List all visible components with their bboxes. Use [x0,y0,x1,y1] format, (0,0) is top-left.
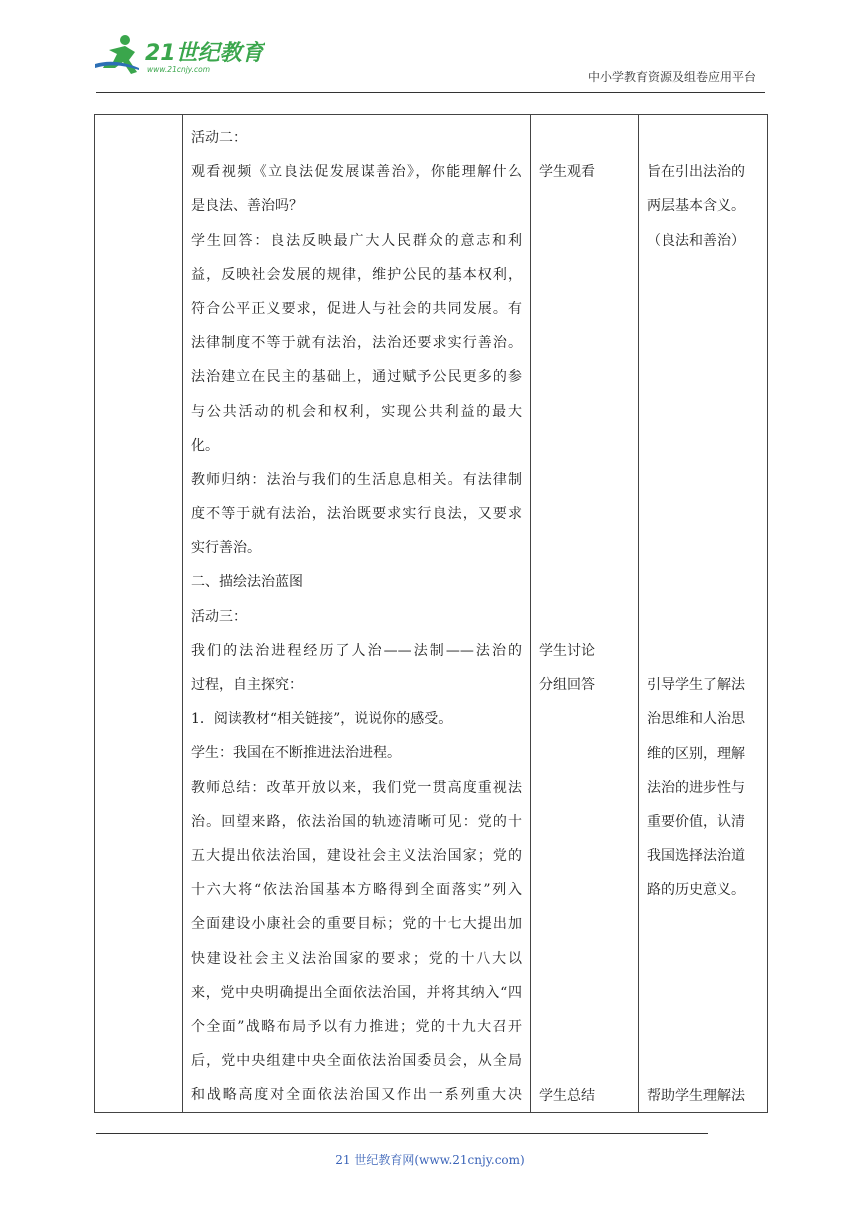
student-activity-line: 学生讨论 [539,643,595,659]
design-intent-line: 维的区别，理解 [647,745,745,762]
table-row [95,115,768,1113]
header-divider [96,92,765,93]
content-line: 个全面”战略布局予以有力推进；党的十九大召开 [191,1018,522,1035]
content-line: 教师归纳：法治与我们的生活息息相关。有法律制 [191,471,522,488]
teaching-content-cell [183,115,531,1113]
logo-url: www.21cnjy.com [147,65,211,74]
content-line: 治。回望来路，依法治国的轨迹清晰可见：党的十 [191,813,522,830]
logo-text: 21世纪教育 [145,41,264,66]
runner-icon [95,35,139,74]
content-line: 法律制度不等于就有法治，法治还要求实行善治。 [191,335,522,352]
content-line: 化。 [191,437,219,454]
content-line: 五大提出依法治国，建设社会主义法治国家；党的 [191,847,522,864]
design-intent-line: 重要价值，认清 [647,814,745,830]
content-line: 学生：我国在不断推进法治进程。 [191,745,401,762]
content-line: 是良法、善治吗？ [191,198,303,215]
content-line: 二、描绘法治蓝图 [191,574,303,591]
design-intent-line: 我国选择法治道 [647,848,745,865]
content-line: 教师总结：改革开放以来，我们党一贯高度重视法 [191,779,522,796]
content-line: 学生回答：良法反映最广大人民群众的意志和利 [191,232,522,249]
content-line: 十六大将“依法治国基本方略得到全面落实”列入 [191,882,522,899]
student-activity-line: 分组回答 [539,677,595,694]
design-intent-line: （良法和善治） [647,232,745,249]
content-line: 法治建立在民主的基础上，通过赋予公民更多的参 [191,369,522,386]
content-line: 实行善治。 [191,540,261,557]
lesson-table [94,114,768,1113]
stage-cell [95,115,183,1113]
content-line: 和战略高度对全面依法治国又作出一系列重大决 [191,1087,522,1104]
student-activity-line: 学生观看 [539,164,595,181]
student-activity-line: 学生总结 [539,1087,595,1104]
content-line: 后，党中央组建中央全面依法治国委员会，从全局 [191,1053,522,1070]
content-line: 1．阅读教材“相关链接”，说说你的感受。 [191,711,453,728]
content-line: 过程，自主探究： [191,677,303,693]
content-line: 符合公平正义要求，促进人与社会的共同发展。有 [191,300,522,317]
content-line: 益，反映社会发展的规律，维护公民的基本权利， [191,266,522,283]
content-line: 与公共活动的机会和权利，实现公共利益的最大 [191,403,522,420]
content-line: 活动三： [191,608,247,625]
design-intent-line: 法治的进步性与 [647,779,745,796]
design-intent-line: 路的历史意义。 [647,882,745,899]
platform-title: 中小学教育资源及组卷应用平台 [587,70,756,84]
design-intent-line: 两层基本含义。 [647,198,745,215]
design-intent-cell [639,115,768,1113]
content-line: 我们的法治进程经历了人治——法制——法治的 [191,642,522,659]
design-intent-line: 引导学生了解法 [647,677,745,694]
content-line: 全面建设小康社会的重要目标；党的十七大提出加 [191,916,522,933]
content-line: 活动二： [191,130,247,146]
page-header [0,0,860,96]
content-line: 度不等于就有法治，法治既要求实行良法，又要求 [191,506,522,523]
design-intent-line: 治思维和人治思 [647,711,745,728]
content-line: 快建设社会主义法治国家的要求；党的十八大以 [191,950,522,967]
design-intent-line: 帮助学生理解法 [647,1087,745,1104]
content-line: 观看视频《立良法促发展谋善治》，你能理解什么 [191,164,522,181]
logo [95,32,265,78]
footer-text: 21 世纪教育网(www.21cnjy.com) [335,1153,525,1167]
student-activity-cell [531,115,639,1113]
footer-divider [96,1133,708,1134]
design-intent-line: 旨在引出法治的 [647,164,745,181]
content-line: 来，党中央明确提出全面依法治国，并将其纳入“四 [191,984,522,1001]
